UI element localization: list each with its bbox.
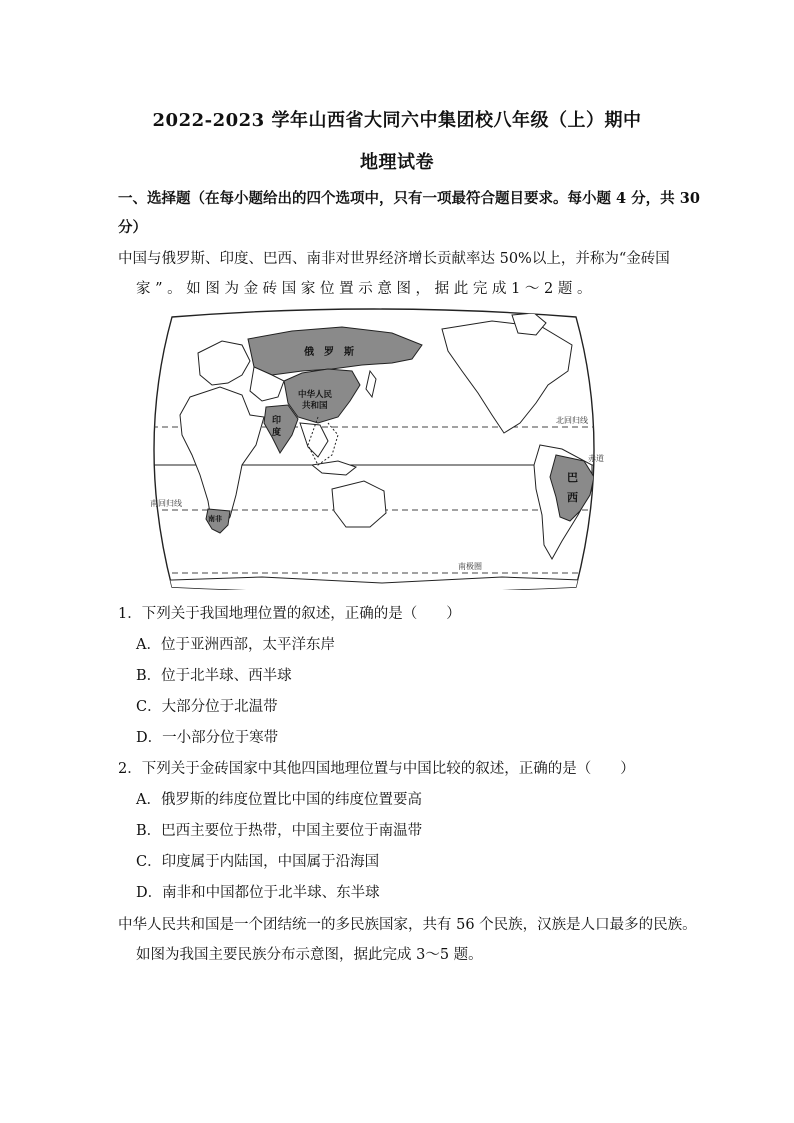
- section-heading: 一、选择题（在每小题给出的四个选项中，只有一项最符合题目要求。每小题 4 分，共 30: [118, 190, 700, 207]
- question-1-option-d[interactable]: D．一小部分位于寒带: [136, 730, 279, 746]
- intro-2-paragraph: 中华人民共和国是一个团结统一的多民族国家，共有 56 个民族，汉族是人口最多的民族。: [118, 917, 697, 933]
- label-india-2: 度: [272, 428, 282, 438]
- label-brazil-1: 巴: [567, 471, 578, 484]
- label-tropic-cancer: 北回归线: [556, 416, 588, 425]
- exam-subtitle: 地理试卷: [360, 152, 434, 173]
- question-2-option-a[interactable]: A．俄罗斯的纬度位置比中国的纬度位置要高: [136, 792, 422, 808]
- intro-paragraph: 中国与俄罗斯、印度、巴西、南非对世界经济增长贡献率达 50%以上，并称为“金砖国: [118, 251, 670, 267]
- section-heading-cont: 分）: [118, 219, 147, 236]
- label-brazil-2: 西: [567, 491, 578, 504]
- question-1-option-b[interactable]: B．位于北半球、西半球: [136, 668, 292, 684]
- intro-paragraph-cont: 家 ” 。 如 图 为 金 砖 国 家 位 置 示 意 图 ， 据 此 完 成 1 ～ 2 题 。: [136, 281, 592, 297]
- label-antarctic-circle: 南极圈: [458, 562, 482, 571]
- question-2-stem: 2．下列关于金砖国家中其他四国地理位置与中国比较的叙述，正确的是（ ）: [118, 761, 635, 777]
- label-china-1: 中华人民: [298, 390, 333, 400]
- world-map-svg: [142, 305, 606, 590]
- label-equator: 赤道: [588, 454, 604, 463]
- intro-2-paragraph-cont: 如图为我国主要民族分布示意图，据此完成 3～5 题。: [136, 947, 483, 963]
- question-2-option-c[interactable]: C．印度属于内陆国，中国属于沿海国: [136, 854, 380, 870]
- label-india-1: 印: [272, 416, 282, 426]
- label-tropic-capricorn: 南回归线: [150, 499, 182, 508]
- question-2-option-b[interactable]: B．巴西主要位于热带，中国主要位于南温带: [136, 823, 423, 839]
- question-1-option-a[interactable]: A．位于亚洲西部，太平洋东岸: [136, 637, 335, 653]
- label-russia: 俄 罗 斯: [304, 347, 354, 358]
- question-1-stem: 1．下列关于我国地理位置的叙述，正确的是（ ）: [118, 606, 461, 622]
- brics-world-map: [142, 305, 606, 590]
- question-1-option-c[interactable]: C．大部分位于北温带: [136, 699, 278, 715]
- label-south-africa: 南非: [208, 515, 222, 523]
- label-china-2: 共和国: [302, 401, 328, 411]
- question-2-option-d[interactable]: D．南非和中国都位于北半球、东半球: [136, 885, 380, 901]
- exam-title: 2022-2023 学年山西省大同六中集团校八年级（上）期中: [152, 110, 642, 131]
